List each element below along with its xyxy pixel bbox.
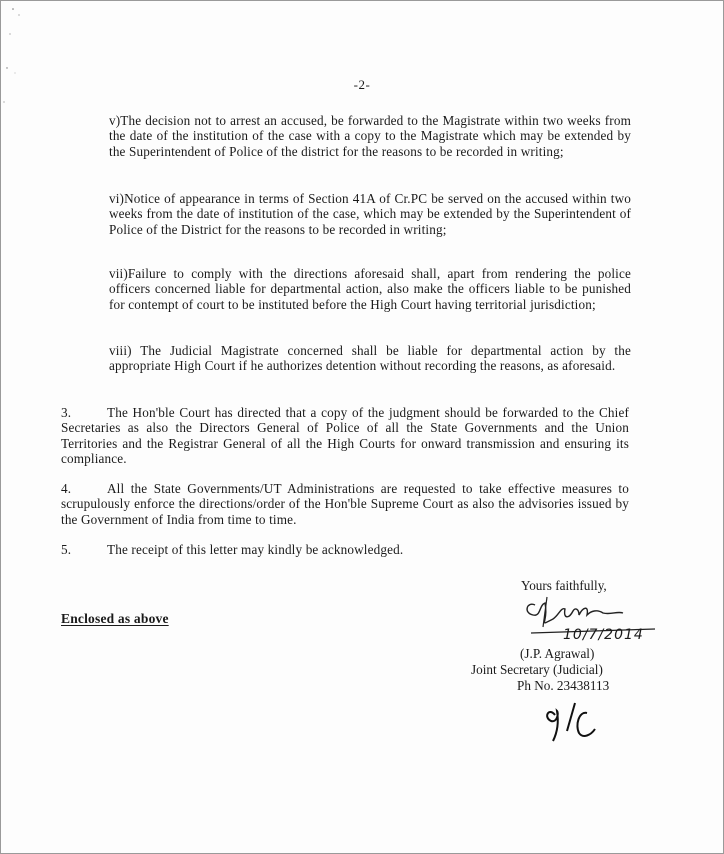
clause-vii: vii)Failure to comply with the directions aforesaid shall, apart from rendering the police officers concerned liable for departmental action, also make the officers liable to be punished for contempt of court to be instituted before the High Court having territorial jurisdiction;: [109, 266, 631, 312]
clause-viii: viii) The Judicial Magistrate concerned shall be liable for departmental action by the appropriate High Court if he authorizes detention without recording the reasons, as aforesaid.: [109, 343, 631, 374]
clause-vi: vi)Notice of appearance in terms of Section 41A of Cr.PC be served on the accused within two weeks from the date of institution of the case, which may be extended by the Superintendent of Police of the District for the reasons to be recorded in writing;: [109, 191, 631, 237]
paragraph-number: 3.: [61, 405, 72, 420]
signatory-designation: Joint Secretary (Judicial): [471, 662, 603, 677]
closing-salutation: Yours faithfully,: [521, 578, 607, 593]
paragraph-3: [61, 405, 629, 467]
scan-specks: [1, 1, 81, 121]
signatory-phone: Ph No. 23438113: [517, 678, 610, 693]
signatory-name: (J.P. Agrawal): [520, 646, 595, 661]
signature-date: 10/7/2014: [563, 627, 644, 643]
paragraph-4: [61, 481, 629, 527]
page-number: -2-: [353, 77, 371, 92]
enclosure-note: Enclosed as above: [61, 611, 169, 626]
paragraph-number: 4.: [61, 481, 72, 496]
paragraph-text: The receipt of this letter may kindly be acknowledged.: [107, 542, 404, 557]
clause-v: v)The decision not to arrest an accused, be forwarded to the Magistrate within two weeks from the date of the institution of the case with a copy to the Magistrate which may be extended by the Superintendent of Police of the district for the reasons to be recorded in writing;: [109, 113, 631, 159]
paragraph-text: The Hon'ble Court has directed that a copy of the judgment should be forwarded to the Chief Secretaries as also the Directors General of Police of all the State Governments and the Union Territories and the Registrar General of all the High Courts for onward transmission and ensuring its compliance.: [61, 405, 629, 467]
handwritten-initial: [541, 701, 601, 745]
paragraph-number: 5.: [61, 542, 72, 557]
paragraph-text: All the State Governments/UT Administrations are requested to take effective measures to scrupulously enforce the directions/order of the Hon'ble Supreme Court as also the advisories issued by the Government of India from time to time.: [61, 481, 629, 527]
paragraph-5: [61, 542, 629, 557]
